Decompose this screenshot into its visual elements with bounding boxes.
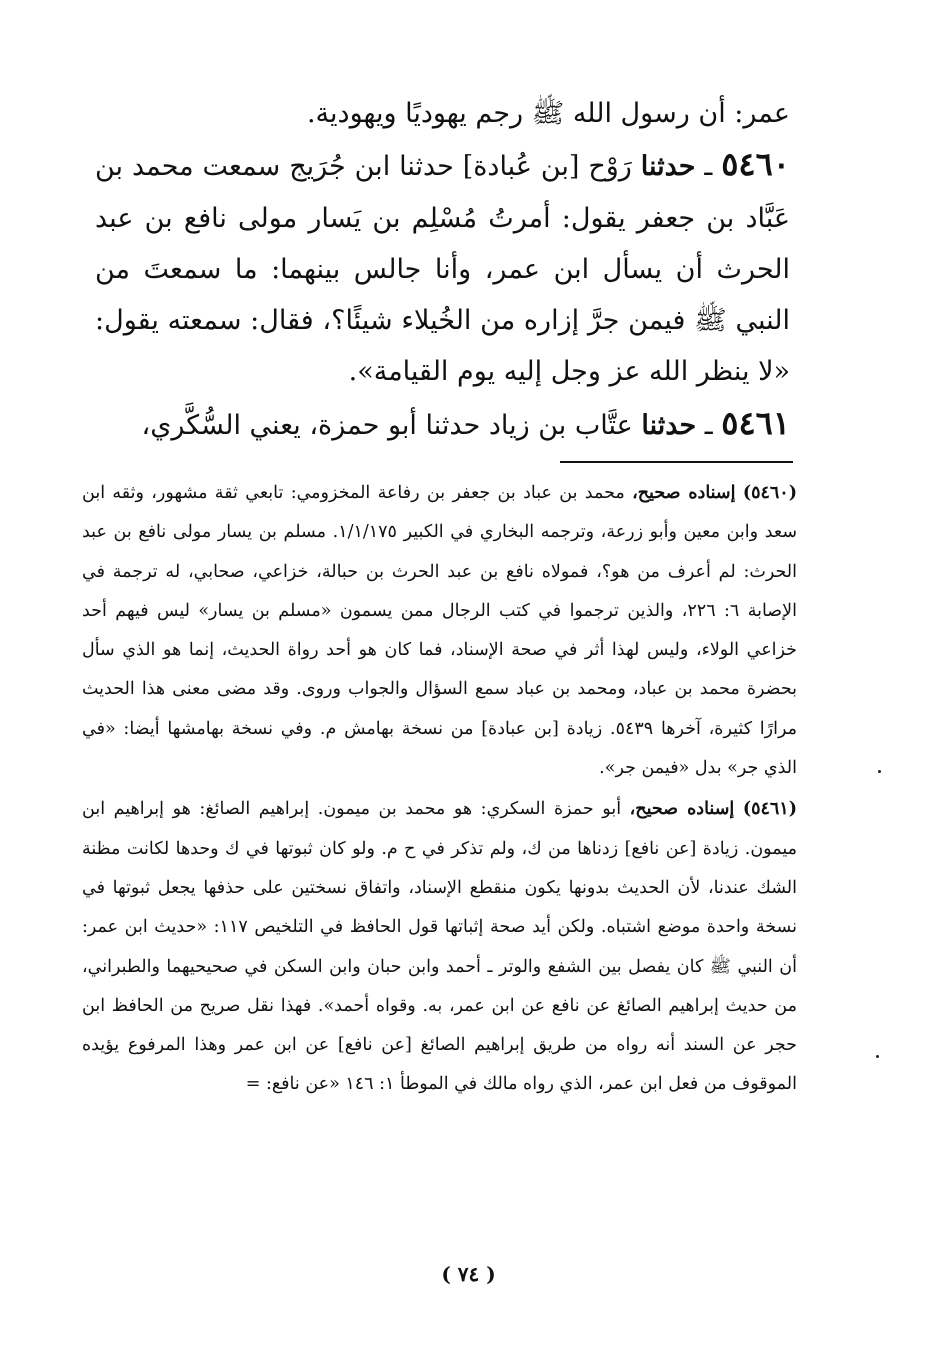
hadith-keyword: حدثنا (641, 409, 697, 441)
hadith-5461: ٥٤٦١ ـ حدثنا عتَّاب بن زياد حدثنا أبو حمزة، يعني السُّكَّري، (141, 403, 790, 442)
hadith-5460: ٥٤٦٠ ـ حدثنا رَوْح [بن عُبادة] حدثنا ابن جُرَيج سمعت محمد بن عَبَّاد بن جعفر يقول: أمرتُ مُسْلِم بن يَسار مولى نافع بن عبد الحرث أن يسأل ابن عمر، وأنا جالس بينهما: ما سمعتَ من النبي ﷺ فيمن جرَّ إزاره من الخُيلاء شيئًا؟، فقال: سمعته يقول: «لا ينظر الله عز وجل إليه يوم القيامة». (95, 145, 790, 388)
footnote-text: محمد بن عباد بن جعفر بن رفاعة المخزومي: تابعي ثقة مشهور، وثقه ابن سعد وابن معين وأبو زرعة، وترجمه البخاري في الكبير ١/١/١٧٥. مسلم بن يسار مولى نافع بن عبد الحرث: لم أعرف من هو؟، فمولاه نافع بن عبد الحرث بن حبالة، خزاعي، صحابي، له ترجمة في الإصابة ٦: ٢٢٦، والذين ترجموا في كتب الرجال ممن يسمون «مسلم بن يسار» ليس فيهم أحد خزاعي الولاء، وليس لهذا أثر في صحة الإسناد، فما كان هو أحد رواة الحديث، إنما هو الذي سأل بحضرة محمد بن عباد، ومحمد بن عباد سمع السؤال والجواب وروى. وقد مضى معنى هذا الحديث مرارًا كثيرة، آخرها ٥٤٣٩. زيادة [بن عبادة] من نسخة بهامش م. وفي نسخة بهامشها أيضا: «في الذي جر» بدل «فيمن جر». (82, 483, 798, 779)
scan-speck (878, 770, 881, 773)
scan-speck (876, 1055, 879, 1058)
footnote-keyword: إسناده صحيح، (629, 799, 735, 820)
footnote-5460 (82, 474, 797, 788)
footnote-keyword: إسناده صحيح، (632, 483, 736, 503)
main-text (95, 88, 790, 451)
footnote-separator (560, 461, 793, 463)
hadith-keyword: حدثنا (640, 151, 696, 183)
hadith-number: ٥٤٦٠ (721, 145, 790, 184)
hadith-number: ٥٤٦١ (721, 403, 790, 442)
continuation-line: عمر: أن رسول الله ﷺ رجم يهوديًا ويهودية. (306, 98, 790, 129)
hadith-text: عتَّاب بن زياد حدثنا أبو حمزة، يعني السُّكَّري، (141, 409, 633, 441)
page-number: ( ٧٤ ) (441, 1262, 496, 1286)
footnote-number: (٥٤٦١) (742, 799, 797, 820)
hadith-text: رَوْح [بن عُبادة] حدثنا ابن جُرَيج سمعت محمد بن عَبَّاد بن جعفر يقول: أمرتُ مُسْلِم بن يَسار مولى نافع بن عبد الحرث أن يسأل ابن عمر، وأنا جالس بينهما: ما سمعتَ من النبي ﷺ فيمن جرَّ إزاره من الخُيلاء شيئًا؟، فقال: سمعته يقول: «لا ينظر الله عز وجل إليه يوم القيامة». (95, 151, 790, 388)
footnote-text: أبو حمزة السكري: هو محمد بن ميمون. إبراهيم الصائغ: هو إبراهيم ابن ميمون. زيادة [عن نافع] زدناها من ك، ولم تذكر في ح م. ولو كان ثبوتها في ك وحدها لكانت مظنة الشك عندنا، لأن الحديث بدونها يكون منقطع الإسناد، واتفاق نسختين على حذفها يجعل ثبوتها في نسخة واحدة موضع اشتباه. ولكن أيد صحة إثباتها قول الحافظ في التلخيص ١١٧: «حديث ابن عمر: أن النبي ﷺ كان يفصل بين الشفع والوتر ـ أحمد وابن حبان وابن السكن في صحيحيهما والطبراني، من حديث إبراهيم الصائغ عن نافع عن ابن عمر، به. وقواه أحمد». فهذا نقل صريح من الحافظ ابن حجر عن السند أنه رواه من طريق إبراهيم الصائغ [عن نافع] عن ابن عمر وهذا المرفوع يؤيده الموقوف من فعل ابن عمر، الذي رواه مالك في الموطأ ١: ١٤٦ «عن نافع: = (82, 799, 797, 1095)
footnotes (82, 474, 797, 1105)
footnote-5461 (82, 790, 797, 1104)
footnote-number: (٥٤٦٠) (742, 483, 797, 503)
